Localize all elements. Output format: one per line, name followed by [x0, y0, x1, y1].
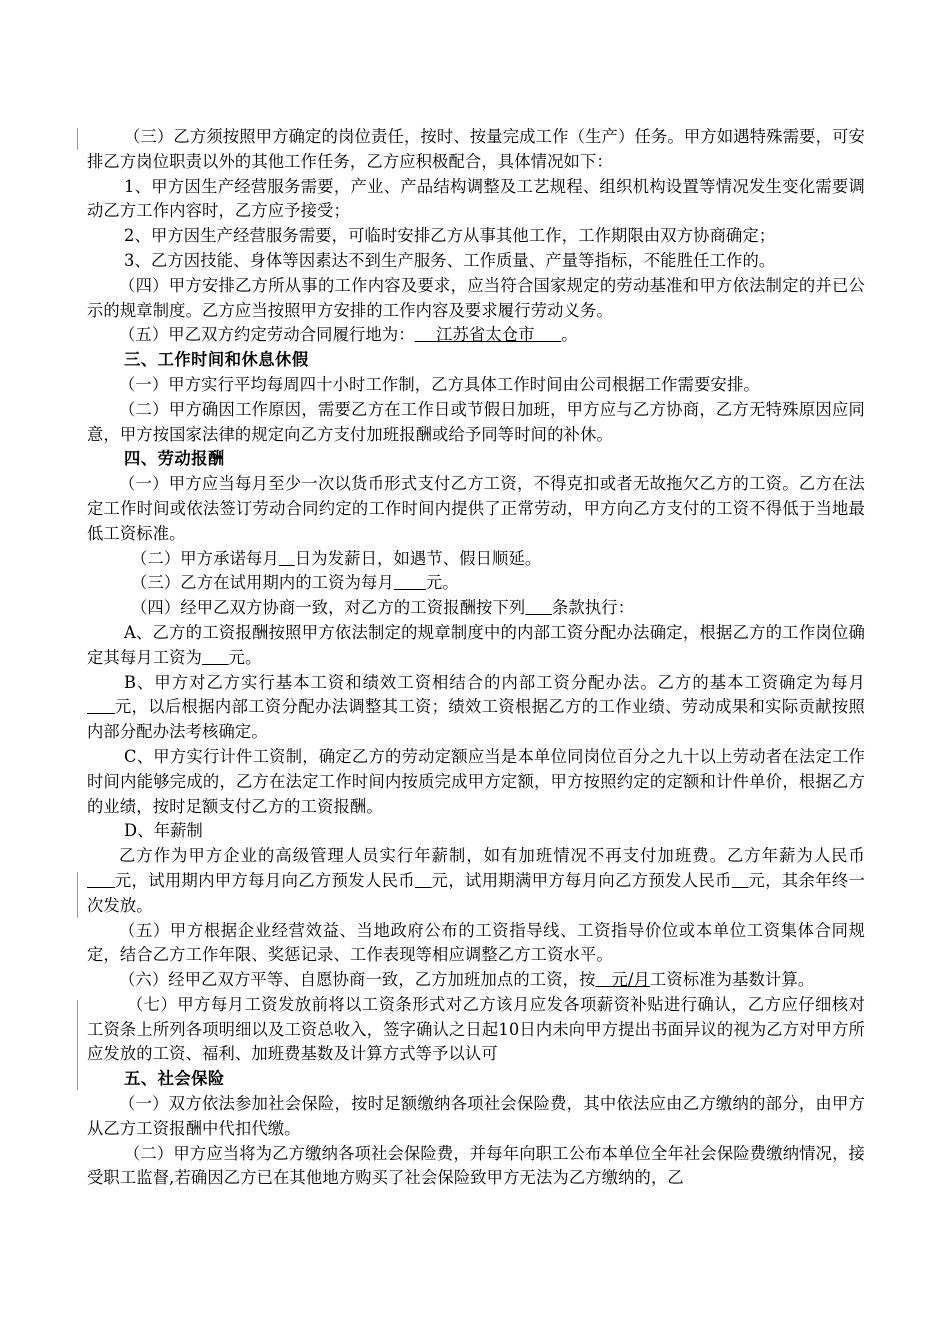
clause-paragraph — [87, 621, 865, 671]
clause-text: 。 — [561, 325, 578, 345]
clause-text: 元，试用期满甲方每月向乙方预发人民币 — [431, 870, 732, 890]
clause-text: （六）经甲乙双方平等、自愿协商一致，乙方加班加点的工资，按 — [119, 970, 596, 990]
clause-text: （四）甲方安排乙方所从事的工作内容及要求，应当符合国家规定的劳动基准和甲方依法制定的并已公示的规章制度。乙方应当按照甲方安排的工作内容及要求履行劳动义务。 — [87, 275, 865, 320]
clause-text: 3、乙方因技能、身体等因素达不到生产服务、工作质量、产量等指标，不能胜任工作的。 — [124, 250, 776, 270]
clause-paragraph — [87, 671, 865, 745]
clause-text: 日为发薪日，如遇节、假日顺延。 — [294, 548, 542, 568]
section-heading — [87, 1067, 865, 1092]
revision-bar — [77, 128, 78, 150]
contract-body — [87, 125, 865, 1191]
revision-bar — [77, 1000, 78, 1090]
clause-text: 工资标准为基数计算。 — [650, 970, 815, 990]
clause-text: （五）甲方根据企业经营效益、当地政府公布的工资指导线、工资指导价位或本单位工资集体合同规定，结合乙方工作年限、奖惩记录、工作表现等相应调整乙方工资水平。 — [87, 920, 865, 965]
section-heading — [87, 348, 865, 373]
fill-in-blank: 元/月 — [595, 970, 650, 990]
clause-paragraph — [87, 993, 865, 1067]
clause-paragraph — [87, 224, 865, 249]
fill-in-blank — [87, 697, 115, 716]
fill-in-blank: 江苏省太仓市 — [414, 325, 562, 345]
clause-paragraph — [87, 919, 865, 969]
clause-text: 2、甲方因生产经营服务需要，可临时安排乙方从事其他工作，工作期限由双方协商确定； — [124, 226, 776, 246]
clause-text: 元。 — [228, 647, 262, 667]
clause-paragraph — [87, 175, 865, 225]
clause-text: C、甲方实行计件工资制，确定乙方的劳动定额应当是本单位同岗位百分之九十以上劳动者在法定工作时间内能够完成的，乙方在法定工作时间内按质完成甲方定额，甲方按照约定的定额和计件单价，根据乙方的业绩，按时足额支付乙方的工资报酬。 — [87, 746, 865, 816]
section-heading — [87, 447, 865, 472]
clause-paragraph — [87, 968, 865, 993]
clause-text: （一）双方依法参加社会保险，按时足额缴纳各项社会保险费，其中依法应由乙方缴纳的部分，由甲方从乙方工资报酬中代扣代缴。 — [87, 1094, 865, 1138]
clause-paragraph — [87, 125, 865, 175]
clause-text: D、年薪制 — [124, 821, 203, 841]
clause-paragraph — [87, 844, 865, 918]
clause-paragraph — [87, 1142, 865, 1192]
clause-text: （二）甲方确因工作原因，需要乙方在工作日或节假日加班，甲方应与乙方协商，乙方无特殊原因应同意，甲方按国家法律的规定向乙方支付加班报酬或给予同等时间的补休。 — [87, 399, 865, 444]
clause-text: 乙方作为甲方企业的高级管理人员实行年薪制，如有加班情况不再支付加班费。乙方年薪为人民币 — [119, 846, 865, 866]
clause-paragraph — [87, 1092, 865, 1142]
fill-in-blank — [525, 598, 552, 617]
clause-text: （二）甲方承诺每月 — [131, 548, 279, 568]
clause-text: （五）甲乙双方约定劳动合同履行地为： — [119, 325, 415, 345]
clause-text: 1、甲方因生产经营服务需要，产业、产品结构调整及工艺规程、组织机构设置等情况发生变化需要调动乙方工作内容时，乙方应予接受； — [87, 176, 865, 221]
clause-text: （一）甲方实行平均每周四十小时工作制，乙方具体工作时间由公司根据工作需要安排。 — [119, 374, 760, 394]
clause-paragraph — [87, 398, 865, 448]
fill-in-blank — [415, 871, 432, 890]
clause-text: 四、劳动报酬 — [124, 449, 225, 469]
clause-text: 元。 — [425, 573, 459, 593]
fill-in-blank — [732, 871, 749, 890]
clause-text: 条款执行： — [552, 598, 635, 618]
clause-paragraph — [87, 373, 865, 398]
clause-text: 五、社会保险 — [124, 1069, 225, 1089]
clause-text: 元，试用期内甲方每月向乙方预发人民币 — [114, 870, 415, 890]
clause-text: 元，其余年终一次发放。 — [87, 870, 865, 915]
clause-text: B、甲方对乙方实行基本工资和绩效工资相结合的内部工资分配办法。乙方的基本工资确定为每月 — [124, 672, 865, 692]
fill-in-blank — [394, 573, 426, 592]
clause-text: （三）乙方须按照甲方确定的岗位责任，按时、按量完成工作（生产）任务。甲方如遇特殊需要，可安排乙方岗位职责以外的其他工作任务，乙方应积极配合，具体情况如下： — [87, 127, 865, 171]
clause-text: （三）乙方在试用期内的工资为每月 — [131, 573, 394, 593]
clause-text: （一）甲方应当每月至少一次以货币形式支付乙方工资，不得克扣或者无故拖欠乙方的工资。乙方在法定工作时间或依法签订劳动合同约定的工作时间内提供了正常劳动，甲方向乙方支付的工资不得低于当地最低工资标准。 — [87, 474, 865, 543]
clause-paragraph — [87, 274, 865, 324]
clause-paragraph — [87, 819, 865, 844]
fill-in-blank — [87, 871, 115, 890]
clause-text: （七）甲方每月工资发放前将以工资条形式对乙方该月应发各项薪资补贴进行确认，乙方应仔细核对工资条上所列各项明细以及工资总收入，签字确认之日起10日内未向甲方提出书面异议的视为乙方对甲方所应发放的工资、福利、加班费基数及计算方式等予以认可 — [87, 994, 865, 1064]
fill-in-blank — [202, 648, 229, 667]
clause-paragraph — [87, 249, 865, 274]
clause-paragraph — [87, 547, 865, 572]
clause-paragraph — [87, 745, 865, 819]
clause-text: 元，以后根据内部工资分配办法调整其工资；绩效工资根据乙方的工作业绩、劳动成果和实际贡献按照内部分配办法考核确定。 — [87, 697, 865, 742]
fill-in-blank — [279, 549, 295, 568]
revision-bar — [77, 872, 78, 918]
clause-text: 三、工作时间和休息休假 — [124, 350, 309, 370]
clause-text: （二）甲方应当将为乙方缴纳各项社会保险费，并每年向职工公布本单位全年社会保险费缴纳情况，接受职工监督,若确因乙方已在其他地方购买了社会保险致甲方无法为乙方缴纳的，乙 — [87, 1143, 865, 1188]
clause-paragraph — [87, 571, 865, 596]
clause-paragraph — [87, 323, 865, 348]
clause-paragraph — [87, 472, 865, 546]
clause-text: A、乙方的工资报酬按照甲方依法制定的规章制度中的内部工资分配办法确定，根据乙方的工作岗位确定其每月工资为 — [87, 622, 865, 667]
clause-text: （四）经甲乙双方协商一致，对乙方的工资报酬按下列 — [131, 598, 526, 618]
clause-paragraph — [87, 596, 865, 621]
